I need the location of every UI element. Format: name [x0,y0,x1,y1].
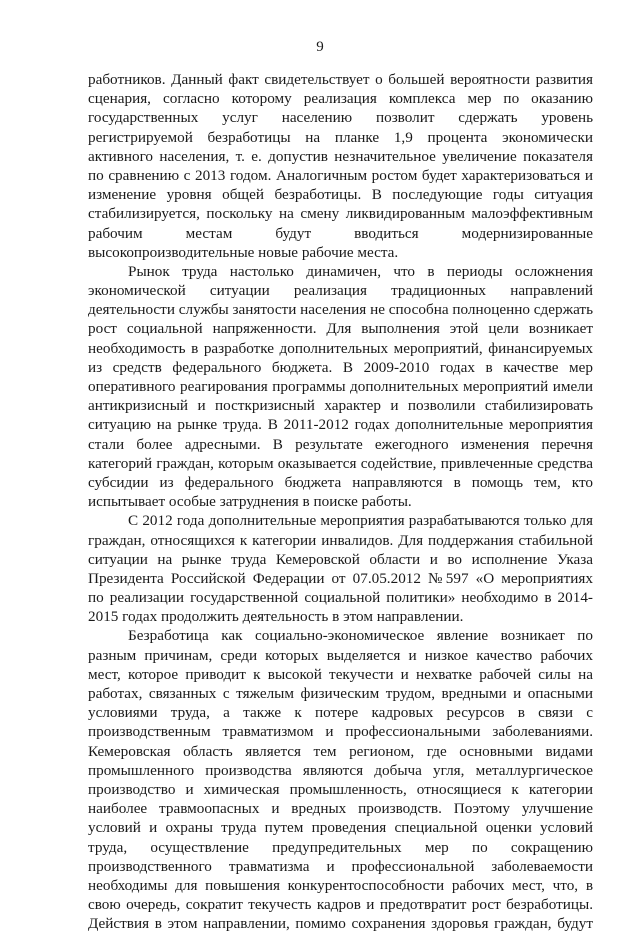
text-line: экономической ситуации реализация традиционных направлений [88,282,593,300]
text-line: оперативного реагирования программы дополнительных мероприятий имели [88,378,593,395]
text-line: Рынок труда настолько динамичен, что в периоды осложнения [128,262,593,280]
text-line: разным причинам, среди которых выделяется и низкое качество рабочих [88,646,593,664]
text-line: условиями труда, а также к потере кадровых ресурсов в связи с [88,704,593,722]
text-line: наиболее травмоопасных и вредных производств. Поэтому улучшение [88,800,593,818]
text-line: необходимость в разработке дополнительных мероприятий, финансируемых [88,339,593,357]
document-body [88,70,593,933]
text-line: работников. Данный факт свидетельствует о большей вероятности развития [88,71,593,88]
text-line: необходимы для повышения конкурентоспособности рабочих мест, что, в [88,876,593,894]
page-number: 9 [316,39,324,55]
text-line: рабочим местам будут вводиться модернизированные [88,224,593,242]
text-line: Действия в этом направлении, помимо сохранения здоровья граждан, будут [88,915,593,933]
text-line: регистрируемой безработицы на планке 1,9 процента экономически [88,128,593,146]
text-line: рост социальной напряженности. Для выполнения этой цели возникает [88,320,593,338]
text-line: условий и охраны труда путем проведения специальной оценки условий [88,819,593,837]
paragraph [88,626,593,933]
text-line: по реализации государственной социальной политики» необходимо в 2014- [88,589,593,607]
text-line: из средств федерального бюджета. В 2009-2010 годах в качестве мер [88,358,593,376]
text-line: Кемеровская область является тем регионом, где основными видами [88,742,593,760]
text-line: активного населения, т. е. допустив незначительное увеличение показателя [88,147,593,165]
text-line: стали более адресными. В результате ежегодного изменения перечня [88,435,593,453]
text-line: ситуацию на рынке труда. В 2011-2012 годах дополнительные мероприятия [88,416,593,434]
text-line: Безработица как социально-экономическое явление возникает по [128,627,593,645]
text-line: промышленного производства являются добыча угля, металлургическое [88,761,593,779]
text-line: граждан, относящихся к категории инвалидов. Для поддержания стабильной [88,531,593,549]
text-line: сценария, согласно которому реализация комплекса мер по оказанию [88,90,593,108]
text-line: стабилизируется, поскольку на смену ликвидированным малоэффективным [88,205,593,223]
text-line: С 2012 года дополнительные мероприятия разрабатываются только для [128,512,593,530]
text-line: антикризисный и посткризисный характер и позволили стабилизировать [88,397,593,415]
paragraph [88,262,593,511]
paragraph [88,70,593,262]
text-line: производственным травматизмом и профессиональными заболеваниями. [88,723,593,741]
text-line: по сравнению с 2013 годом. Аналогичным ростом будет характеризоваться и [88,166,593,184]
paragraph [88,511,593,626]
text-line: производственного травматизма и профессиональной заболеваемости [88,857,593,875]
text-line: труда, осуществление предупредительных мер по сокращению [88,838,593,856]
text-line: субсидии из федерального бюджета направляются в помощь тем, кто [88,473,593,491]
text-line: 2015 годах продолжить деятельность в этом направлении. [88,608,464,626]
text-line: ситуации на рынке труда Кемеровской области и во исполнение Указа [88,550,593,568]
text-line: изменение уровня общей безработицы. В последующие годы ситуация [88,186,593,204]
text-line: высокопроизводительные новые рабочие места. [88,243,399,261]
text-line: категорий граждан, которым оказывается содействие, привлеченные средства [88,454,593,472]
text-line: работах, связанных с тяжелым физическим трудом, вредными и опасными [88,685,593,702]
text-line: испытывает особые затруднения в поиске работы. [88,493,412,511]
text-line: мест, которое приводит к высокой текучести и нехватке рабочей силы на [88,665,593,683]
text-line: Президента Российской Федерации от 07.05.2012 №597 «О мероприятиях [88,569,593,587]
text-line: деятельности службы занятости населения не способна полноценно сдержать [88,301,593,319]
text-line: производство и химическая промышленность, относящиеся к категории [88,780,593,798]
text-line: свою очередь, сократит текучесть кадров и предотвратит рост безработицы. [88,896,593,914]
text-line: государственных услуг населению позволит сдержать уровень [88,109,593,127]
